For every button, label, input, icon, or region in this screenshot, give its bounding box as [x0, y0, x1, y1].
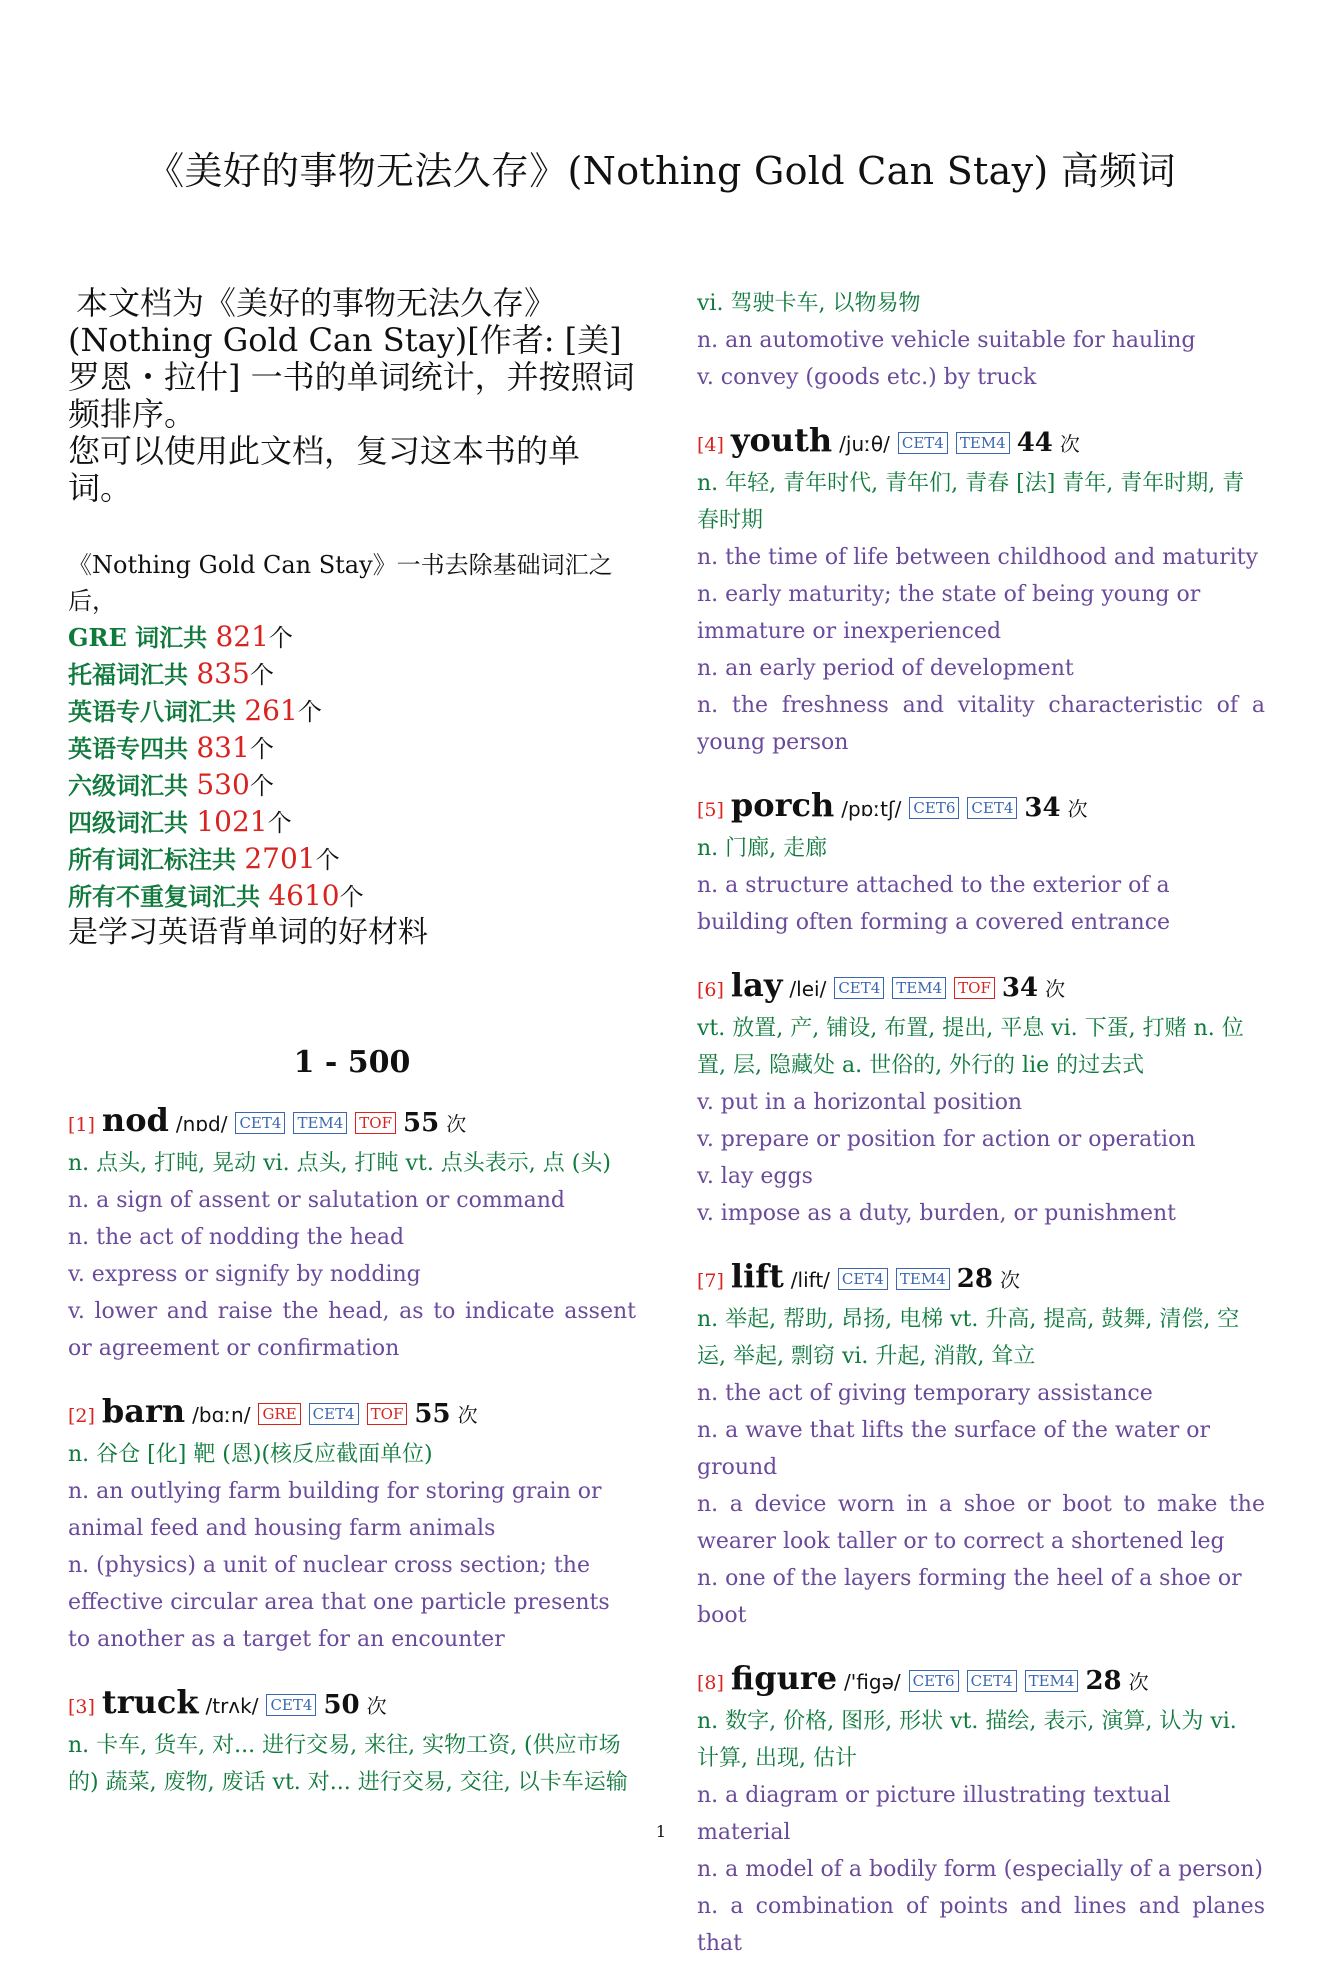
entry-word: porch: [730, 786, 835, 824]
definition: n. an outlying farm building for storing grain or animal feed and housing farm animals: [68, 1479, 602, 1541]
count-unit: 次: [1045, 977, 1066, 1001]
entry-head: [697, 1658, 1265, 1703]
entry-head: [697, 965, 1265, 1010]
definition: v. prepare or position for action or operation: [697, 1127, 1196, 1152]
entry-head: [68, 1100, 636, 1145]
range-heading: 1 - 500: [293, 1045, 411, 1080]
entry-index: [3]: [68, 1696, 95, 1718]
entry-phonetic: /lift/: [790, 1268, 830, 1292]
entry-phonetic: /trʌk/: [205, 1694, 259, 1718]
definition: n. 年轻, 青年时代, 青年们, 青春 [法] 青年, 青年时期, 青春时期: [697, 471, 1245, 533]
entry-index: [5]: [697, 799, 724, 821]
definition: v. lay eggs: [697, 1164, 813, 1189]
right-column: [697, 285, 1265, 1986]
definition: v. impose as a duty, burden, or punishment: [697, 1201, 1177, 1226]
definition: n. (physics) a unit of nuclear cross section; the effective circular area that one particle presents to another as a target for an encounter: [68, 1553, 610, 1652]
tag-toefl: TOF: [367, 1403, 408, 1425]
stats-closing: 是学习英语背单词的好材料: [68, 915, 428, 950]
definition: n. the freshness and vitality characteristic of a young person: [697, 693, 1265, 755]
definition: n. a device worn in a shoe or boot to make the wearer look taller or to correct a shortened leg: [697, 1492, 1265, 1554]
definition: n. the act of nodding the head: [68, 1225, 405, 1250]
definition: n. a sign of assent or salutation or command: [68, 1188, 565, 1213]
entry-index: [7]: [697, 1270, 724, 1292]
entry-head: [697, 420, 1265, 465]
stat-toefl: 托福词汇共 835个: [68, 657, 274, 690]
entry-lay: [697, 965, 1265, 1232]
entry-head: [68, 1391, 636, 1436]
stat-tem4: 英语专四共 831个: [68, 731, 274, 764]
tag-tem4: TEM4: [1025, 1670, 1079, 1692]
entry-count: 55: [414, 1399, 451, 1429]
entry-word: truck: [101, 1683, 199, 1721]
entry-phonetic: /pɒːtʃ/: [841, 797, 902, 821]
page-title: 《美好的事物无法久存》(Nothing Gold Can Stay) 高频词: [146, 149, 1176, 193]
definition: n. 门廊, 走廊: [697, 836, 828, 861]
definition: v. express or signify by nodding: [68, 1262, 421, 1287]
definition: vt. 放置, 产, 铺设, 布置, 提出, 平息 vi. 下蛋, 打赌 n. 位置, 层, 隐藏处 a. 世俗的, 外行的 lie 的过去式: [697, 1016, 1244, 1078]
definition: n. 卡车, 货车, 对... 进行交易, 来往, 实物工资, (供应市场的) 蔬菜, 废物, 废话 vt. 对... 进行交易, 交往, 以卡车运输: [68, 1733, 628, 1795]
entry-phonetic: /bɑːn/: [192, 1403, 251, 1427]
definition: n. 点头, 打盹, 晃动 vi. 点头, 打盹 vt. 点头表示, 点 (头): [68, 1151, 611, 1176]
tag-toefl: TOF: [355, 1112, 396, 1134]
entry-word: nod: [101, 1101, 169, 1139]
definition: v. lower and raise the head, as to indicate assent or agreement or confirmation: [68, 1299, 636, 1361]
entry-word: lay: [730, 966, 783, 1004]
definition: n. 数字, 价格, 图形, 形状 vt. 描绘, 表示, 演算, 认为 vi. 计算, 出现, 估计: [697, 1709, 1237, 1771]
tag-tem4: TEM4: [293, 1112, 347, 1134]
tag-cet4: CET4: [235, 1112, 285, 1134]
definition: vi. 驾驶卡车, 以物易物: [697, 291, 921, 316]
entry-truck: [68, 1682, 636, 1801]
stat-all-unique: 所有不重复词汇共 4610个: [68, 879, 364, 912]
definition: n. an early period of development: [697, 656, 1074, 681]
tag-tem4: TEM4: [892, 977, 946, 999]
entry-count: 28: [956, 1264, 993, 1294]
tag-cet4: CET4: [834, 977, 884, 999]
definition: v. convey (goods etc.) by truck: [697, 365, 1037, 390]
stat-cet6: 六级词汇共 530个: [68, 768, 274, 801]
stat-tem8: 英语专八词汇共 261个: [68, 694, 322, 727]
definition: n. a diagram or picture illustrating textual material: [697, 1783, 1171, 1845]
definition: n. a wave that lifts the surface of the water or ground: [697, 1418, 1211, 1480]
tag-cet4: CET4: [309, 1403, 359, 1425]
definition: n. one of the layers forming the heel of a shoe or boot: [697, 1566, 1242, 1628]
tag-gre: GRE: [258, 1403, 300, 1425]
entry-barn: [68, 1391, 636, 1658]
intro-paragraph-1: 本文档为《美好的事物无法久存》(Nothing Gold Can Stay)[作者: [美] 罗恩・拉什] 一书的单词统计，并按照词频排序。: [68, 284, 635, 433]
entry-lift: [697, 1256, 1265, 1634]
stats-lead: 《Nothing Gold Can Stay》一书去除基础词汇之后，: [68, 551, 613, 615]
tag-cet4: CET4: [266, 1694, 316, 1716]
entry-head: [68, 1682, 636, 1727]
tag-cet6: CET6: [909, 797, 959, 819]
tag-cet4: CET4: [967, 1670, 1017, 1692]
entry-index: [1]: [68, 1114, 95, 1136]
tag-cet4: CET4: [967, 797, 1017, 819]
entry-figure: [697, 1658, 1265, 1962]
entry-count: 34: [1001, 973, 1039, 1003]
count-unit: 次: [1128, 1670, 1149, 1694]
entry-head: [697, 1256, 1265, 1301]
tag-toefl: TOF: [954, 977, 995, 999]
entry-phonetic: /lei/: [789, 977, 827, 1001]
stat-cet4: 四级词汇共 1021个: [68, 805, 292, 838]
entry-word: barn: [101, 1392, 186, 1430]
entry-truck-continued: [697, 285, 1265, 396]
intro-paragraph-2: 您可以使用此文档，复习这本书的单词。: [68, 432, 581, 507]
definition: n. a model of a bodily form (especially of a person): [697, 1857, 1264, 1882]
entry-index: [8]: [697, 1672, 724, 1694]
definition: n. the act of giving temporary assistance: [697, 1381, 1153, 1406]
count-unit: 次: [999, 1268, 1020, 1292]
entry-phonetic: /'figə/: [844, 1670, 901, 1694]
entry-index: [2]: [68, 1405, 95, 1427]
entry-youth: [697, 420, 1265, 761]
entry-count: 50: [323, 1690, 360, 1720]
entry-phonetic: /juːθ/: [839, 432, 890, 456]
entry-index: [4]: [697, 434, 724, 456]
stat-gre: GRE 词汇共 821个: [68, 620, 293, 653]
entry-word: lift: [730, 1257, 784, 1295]
definition: n. the time of life between childhood and maturity: [697, 545, 1259, 570]
definition: n. 举起, 帮助, 昂扬, 电梯 vt. 升高, 提高, 鼓舞, 清偿, 空运, 举起, 剽窃 vi. 升起, 消散, 耸立: [697, 1307, 1240, 1369]
tag-cet4: CET4: [898, 432, 948, 454]
count-unit: 次: [446, 1112, 467, 1136]
tag-cet4: CET4: [838, 1268, 888, 1290]
count-unit: 次: [366, 1694, 387, 1718]
stat-all-tagged: 所有词汇标注共 2701个: [68, 842, 340, 875]
entry-porch: [697, 785, 1265, 941]
count-unit: 次: [1059, 432, 1080, 456]
entry-count: 28: [1085, 1666, 1122, 1696]
entry-count: 55: [403, 1108, 440, 1138]
entry-word: youth: [730, 421, 833, 459]
left-column: [68, 285, 636, 1825]
definition: n. early maturity; the state of being young or immature or inexperienced: [697, 582, 1201, 644]
tag-cet6: CET6: [909, 1670, 959, 1692]
entry-count: 34: [1024, 793, 1061, 823]
definition: n. an automotive vehicle suitable for hauling: [697, 328, 1196, 353]
entry-word: figure: [730, 1659, 838, 1697]
count-unit: 次: [1067, 797, 1088, 821]
page-number: 1: [655, 1822, 667, 1841]
tag-tem4: TEM4: [896, 1268, 950, 1290]
entry-count: 44: [1016, 428, 1053, 458]
entry-index: [6]: [697, 979, 724, 1001]
definition: n. 谷仓 [化] 靶 (恩)(核反应截面单位): [68, 1442, 433, 1467]
definition: n. a structure attached to the exterior of a building often forming a covered entrance: [697, 873, 1171, 935]
count-unit: 次: [457, 1403, 478, 1427]
definition: v. put in a horizontal position: [697, 1090, 1023, 1115]
intro: [68, 285, 636, 507]
tag-tem4: TEM4: [956, 432, 1010, 454]
entry-phonetic: /nɒd/: [175, 1112, 228, 1136]
entry-head: [697, 785, 1265, 830]
entry-nod: [68, 1100, 636, 1367]
definition: n. a combination of points and lines and planes that: [697, 1894, 1265, 1956]
